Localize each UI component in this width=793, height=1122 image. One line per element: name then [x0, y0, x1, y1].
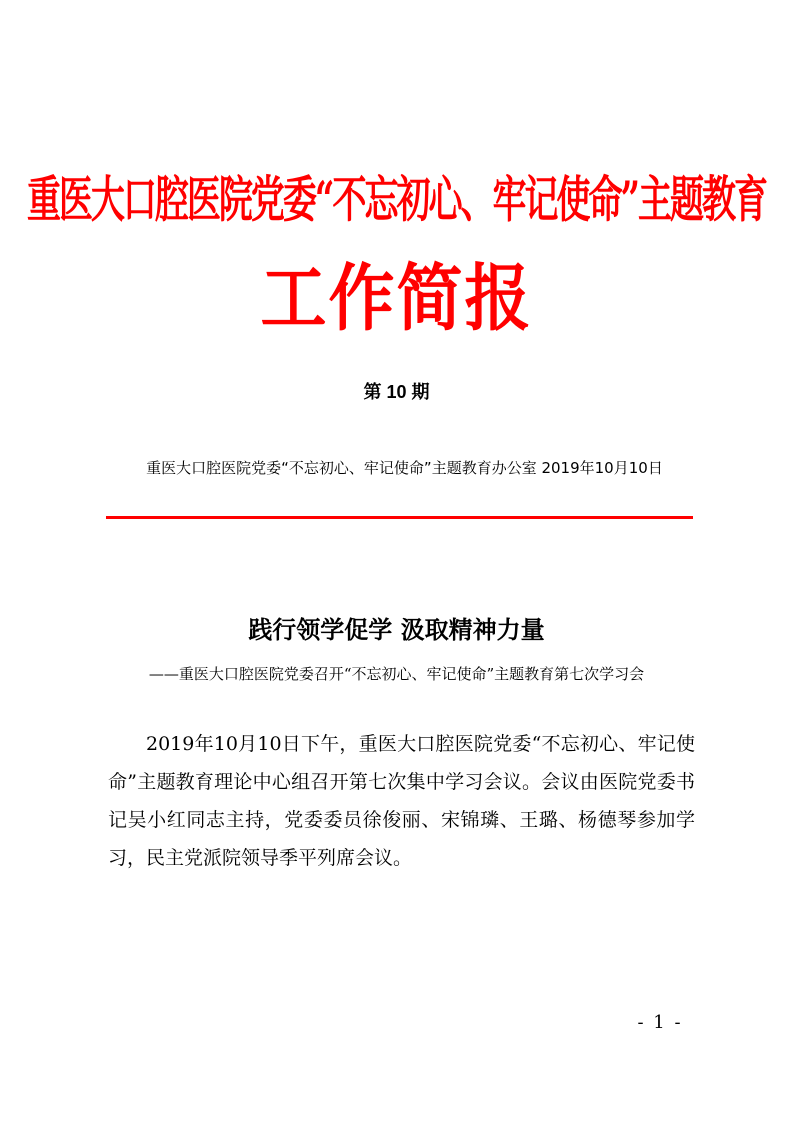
article-paragraph: 2019年10月10日下午，重医大口腔医院党委“不忘初心、牢记使命”主题教育理论中心组召开第七次集中学习会议。会议由医院党委书记吴小红同志主持，党委委员徐俊丽、宋锦璘、王璐、杨德琴参加学习，民主党派院领导季平列席会议。	[108, 733, 695, 869]
issue-number: 第 10 期	[363, 382, 430, 402]
issuing-office-date: 重医大口腔医院党委“不忘初心、牢记使命”主题教育办公室 2019年10月10日	[146, 459, 663, 477]
page-number: - 1 -	[637, 1012, 683, 1033]
article-title: 践行领学促学 汲取精神力量	[248, 615, 545, 644]
article-subtitle: ——重医大口腔医院党委召开“不忘初心、牢记使命”主题教育第七次学习会	[148, 665, 645, 683]
bulletin-header-title: 重医大口腔医院党委“不忘初心、牢记使命”主题教育	[26, 171, 767, 230]
bulletin-header-subtitle: 工作简报	[260, 255, 533, 342]
header-divider	[106, 516, 693, 519]
